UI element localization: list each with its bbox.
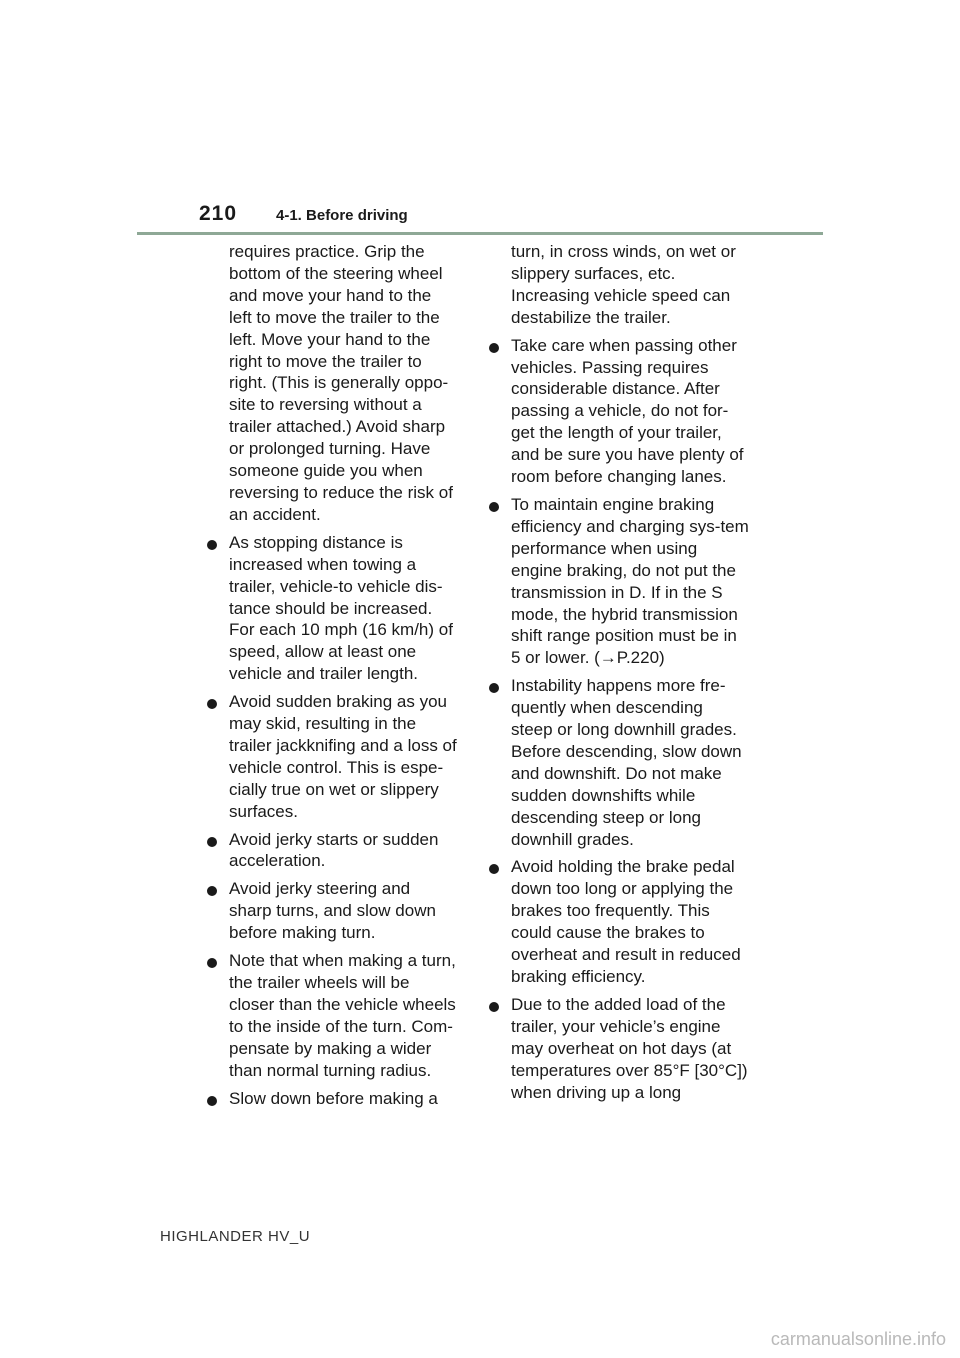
bullet-text: Slow down before making a — [229, 1088, 438, 1108]
header-rule — [137, 232, 823, 235]
bullet-icon — [207, 699, 217, 709]
bullet-text: Avoid holding the brake pedal down too long or applying the brakes too frequently. This could cause the brakes to overheat and result in reduced braking efficiency. — [511, 857, 741, 986]
page-number: 210 — [199, 202, 238, 225]
bullet-icon — [489, 683, 499, 693]
bullet-item — [489, 856, 749, 987]
bullet-item — [207, 829, 457, 873]
bullet-item — [489, 675, 749, 850]
bullet-icon — [207, 958, 217, 968]
bullet-text: To maintain engine braking efficiency and charging sys-tem performance when using engine braking, do not put the transmission in D. If in the S mode, the hybrid transmission shift range position must be in 5 or lower. (→P.220) — [511, 494, 749, 668]
bullet-icon — [489, 864, 499, 874]
bullet-item — [207, 950, 457, 1081]
bullet-item — [207, 1088, 457, 1110]
continuation-paragraph: turn, in cross winds, on wet or slippery surfaces, etc. Increasing vehicle speed can destabilize the trailer. — [511, 242, 736, 327]
left-column — [207, 241, 457, 1115]
bullet-icon — [207, 540, 217, 550]
section-title: 4-1. Before driving — [276, 207, 408, 224]
bullet-icon — [489, 502, 499, 512]
watermark: carmanualsonline.info — [770, 1329, 946, 1349]
bullet-icon — [489, 343, 499, 353]
bullet-text: Avoid jerky steering and sharp turns, and slow down before making turn. — [229, 879, 436, 943]
bullet-item — [207, 532, 457, 685]
bullet-icon — [207, 1096, 217, 1106]
right-column — [489, 241, 749, 1109]
bullet-text: Due to the added load of the trailer, your vehicle’s engine may overheat on hot days (at temperatures over 85°F [30°C]) when driving up a long — [511, 994, 748, 1102]
bullet-icon — [207, 837, 217, 847]
bullet-text: Instability happens more fre-quently when descending steep or long downhill grades. Before descending, slow down and downshift. Do not make sudden downshifts while descending steep or long downhill grades. — [511, 676, 742, 849]
bullet-text: As stopping distance is increased when towing a trailer, vehicle-to vehicle dis-tance should be increased. For each 10 mph (16 km/h) of speed, allow at least one vehicle and trailer length. — [229, 532, 453, 684]
bullet-text: Note that when making a turn, the trailer wheels will be closer than the vehicle wheels to the inside of the turn. Com-pensate by making a wider than normal turning radius. — [229, 951, 456, 1080]
bullet-text: Avoid sudden braking as you may skid, resulting in the trailer jackknifing and a loss of vehicle control. This is espe-cially true on wet or slippery surfaces. — [229, 692, 457, 821]
bullet-item — [489, 994, 749, 1104]
bullet-icon — [489, 1002, 499, 1012]
bullet-item — [489, 335, 749, 488]
bullet-item — [207, 691, 457, 822]
bullet-item — [489, 494, 749, 669]
footer-model: HIGHLANDER HV_U — [160, 1228, 311, 1245]
continuation-paragraph: requires practice. Grip the bottom of the steering wheel and move your hand to the left to move the trailer to the left. Move your hand to the right to move the trailer to right. (This is generally oppo-site to reversing without a trailer attached.) Avoid sharp or prolonged turning. Have someone guide you when reversing to reduce the risk of an accident. — [229, 242, 453, 524]
bullet-text: Take care when passing other vehicles. Passing requires considerable distance. After passing a vehicle, do not for-get the length of your trailer, and be sure you have plenty of room before changing lanes. — [511, 335, 744, 487]
bullet-text: Avoid jerky starts or sudden acceleration. — [229, 829, 439, 871]
bullet-item — [207, 878, 457, 944]
bullet-icon — [207, 886, 217, 896]
